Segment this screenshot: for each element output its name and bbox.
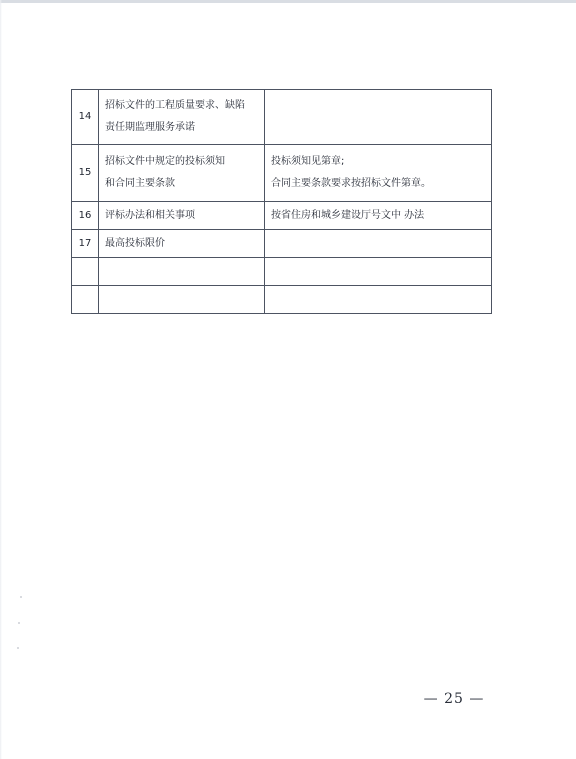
row-number: 15 [72,145,99,202]
requirement-cell [265,258,492,286]
table-row [72,230,492,258]
item-cell [99,90,265,145]
item-text-line: 评标办法和相关事项 [105,209,195,221]
item-text-line: 招标文件中规定的投标须知 [105,156,225,167]
item-text-line: 招标文件的工程质量要求、缺陷 [105,100,245,111]
row-number: 17 [72,230,99,258]
item-text-line: 责任期监理服务承诺 [105,122,195,133]
scan-speck [20,596,22,598]
scan-top-edge [0,0,576,3]
row-number: 14 [72,90,99,145]
table-row [72,145,492,202]
page-number: — 25 — [423,691,485,707]
item-cell [99,230,265,258]
requirement-cell [265,202,492,230]
item-cell [99,202,265,230]
item-cell [99,145,265,202]
table-row-empty [72,258,492,286]
bid-requirements-table [71,89,492,314]
item-text-line: 和合同主要条款 [105,178,175,189]
table-row [72,90,492,145]
requirement-cell [265,145,492,202]
requirement-text-line: 按省住房和城乡建设厅号文中 办法 [271,209,425,221]
requirement-cell [265,230,492,258]
row-number [72,258,99,286]
requirement-text-line: 投标须知见第章; [271,156,345,167]
scan-speck [17,647,19,649]
item-cell [99,258,265,286]
item-cell [99,286,265,314]
requirement-text-line: 合同主要条款要求按招标文件第章。 [271,178,431,189]
requirement-cell [265,90,492,145]
item-text-line: 最高投标限价 [105,237,165,249]
scan-speck [18,622,20,624]
table-row [72,202,492,230]
row-number: 16 [72,202,99,230]
row-number [72,286,99,314]
table-row-empty [72,286,492,314]
scan-left-shadow [0,0,2,759]
requirement-cell [265,286,492,314]
